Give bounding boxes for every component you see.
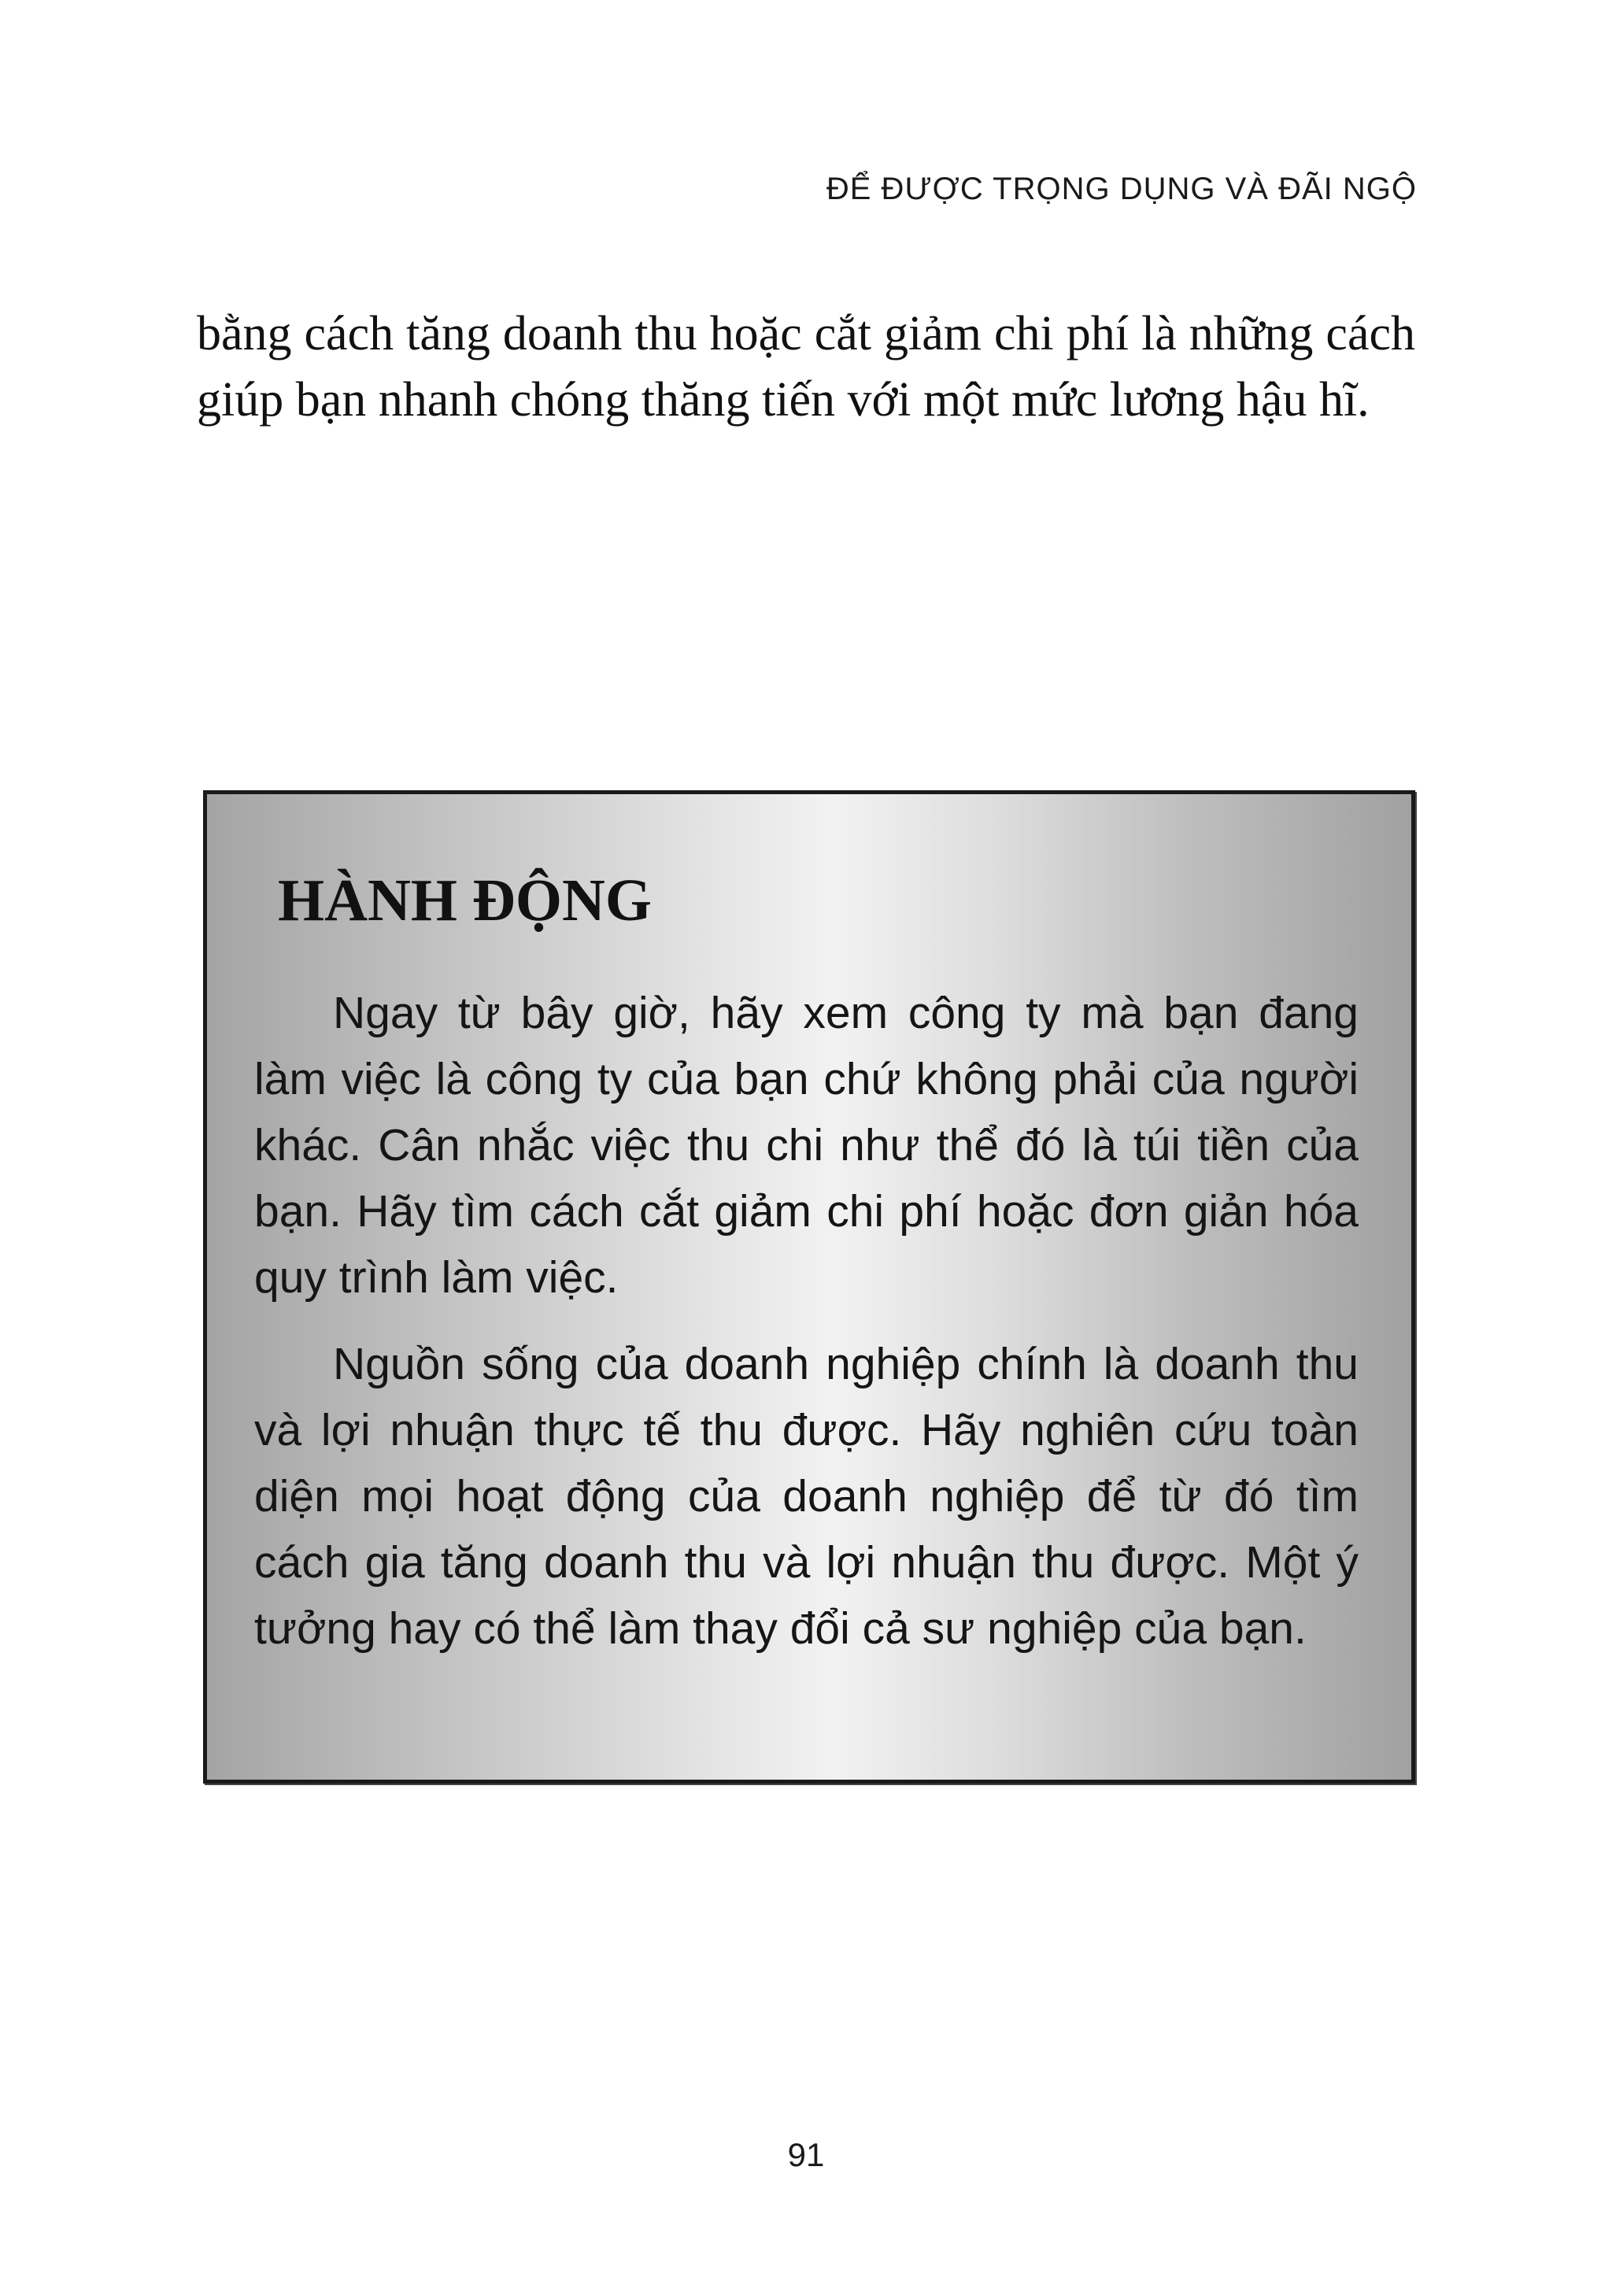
action-box-title: HÀNH ĐỘNG — [278, 867, 652, 934]
action-box — [203, 790, 1415, 1784]
body-paragraph: bằng cách tăng doanh thu hoặc cắt giảm chi phí là những cách giúp bạn nhanh chóng thăng tiến với một mức lương hậu hĩ. — [197, 307, 1415, 427]
action-paragraph-2: Nguồn sống của doanh nghiệp chính là doanh thu và lợi nhuận thực tế thu được. Hãy nghiên cứu toàn diện mọi hoạt động của doanh nghiệp để từ đó tìm cách gia tăng doanh thu và lợi nhuận thu được. Một ý tưởng hay có thể làm thay đổi cả sư nghiệp của bạn. — [254, 1339, 1359, 1654]
action-box-body — [254, 980, 1359, 1682]
page-number: 91 — [787, 2136, 825, 2173]
running-header: ĐỂ ĐƯỢC TRỌNG DỤNG VÀ ĐÃI NGỘ — [826, 172, 1417, 206]
action-paragraph-1: Ngay từ bây giờ, hãy xem công ty mà bạn đang làm việc là công ty của bạn chứ không phải của người khác. Cân nhắc việc thu chi như thể đó là túi tiền của bạn. Hãy tìm cách cắt giảm chi phí hoặc đơn giản hóa quy trình làm việc. — [254, 988, 1359, 1303]
